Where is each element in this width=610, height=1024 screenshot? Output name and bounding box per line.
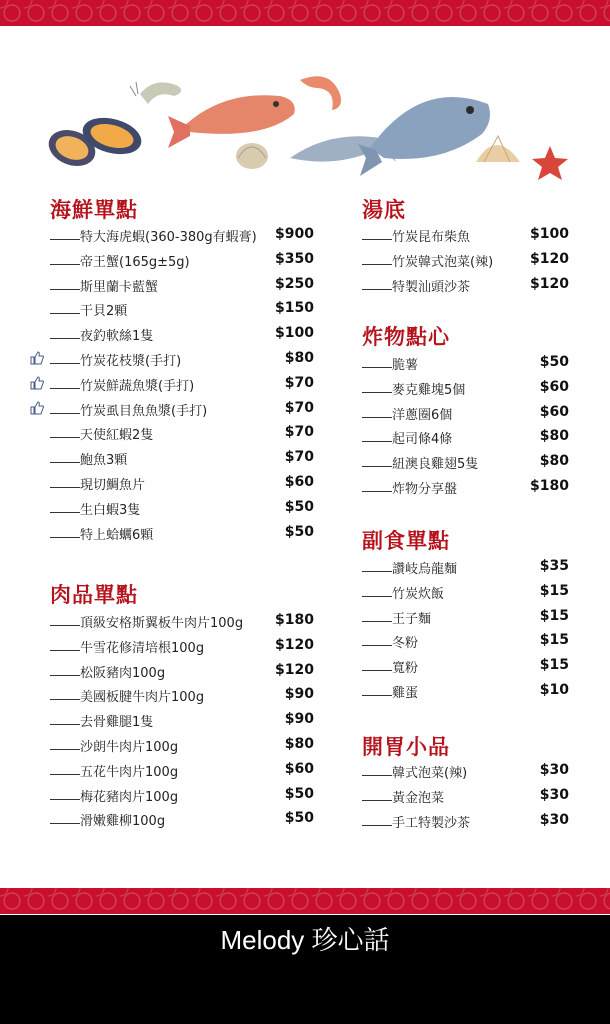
menu-item: 生白蝦3隻 $50 bbox=[50, 497, 314, 522]
sides-list bbox=[362, 556, 569, 705]
menu-item: 干貝2顆 $150 bbox=[50, 298, 314, 323]
menu-item: 王子麵 $15 bbox=[362, 606, 569, 631]
menu-item: 五花牛肉片100g $60 bbox=[50, 759, 314, 784]
prawn-icon bbox=[300, 76, 341, 110]
menu-item: 竹炭花枝漿(手打) $80 bbox=[50, 348, 314, 373]
menu-item: 天使紅蝦2隻 $70 bbox=[50, 422, 314, 447]
menu-item: 竹炭昆布柴魚 $100 bbox=[362, 224, 569, 249]
soup-list bbox=[362, 224, 569, 298]
menu-item: 竹炭鮮蔬魚漿(手打) $70 bbox=[50, 373, 314, 398]
menu-item: 牛雪花修清培根100g $120 bbox=[50, 635, 314, 660]
menu-item: 現切鯛魚片 $60 bbox=[50, 472, 314, 497]
appetizers-list bbox=[362, 760, 569, 834]
section-title-appetizers: 開胃小品 bbox=[362, 734, 450, 759]
section-title-sides: 副食單點 bbox=[362, 528, 450, 553]
thumbs-up-icon bbox=[30, 376, 44, 390]
menu-item: 竹炭炊飯 $15 bbox=[362, 581, 569, 606]
menu-item: 梅花豬肉片100g $50 bbox=[50, 784, 314, 809]
menu-item: 松阪豬肉100g $120 bbox=[50, 660, 314, 685]
top-pattern-band bbox=[0, 0, 610, 26]
watermark-caption: Melody 珍心話 bbox=[220, 925, 390, 955]
menu-item: 寬粉 $15 bbox=[362, 655, 569, 680]
menu-item: 黃金泡菜 $30 bbox=[362, 785, 569, 810]
menu-item: 滑嫩雞柳100g $50 bbox=[50, 808, 314, 833]
menu-item: 洋蔥圈6個 $60 bbox=[362, 402, 569, 427]
section-title-seafood: 海鮮單點 bbox=[50, 197, 138, 222]
clam-icon bbox=[476, 136, 520, 162]
menu-item: 雞蛋 $10 bbox=[362, 680, 569, 705]
menu-item: 特大海虎蝦(360-380g有蝦膏) $900 bbox=[50, 224, 314, 249]
meat-list bbox=[50, 610, 314, 833]
starfish-icon bbox=[532, 146, 568, 180]
menu-item: 竹炭虱目魚魚漿(手打) $70 bbox=[50, 398, 314, 423]
menu-item: 斯里蘭卡藍蟹 $250 bbox=[50, 274, 314, 299]
menu-item: 冬粉 $15 bbox=[362, 630, 569, 655]
mussel-icon bbox=[44, 112, 146, 172]
menu-item: 韓式泡菜(辣) $30 bbox=[362, 760, 569, 785]
menu-item: 頂級安格斯翼板牛肉片100g $180 bbox=[50, 610, 314, 635]
red-fish-icon bbox=[168, 95, 295, 148]
menu-item: 特上蛤蠣6顆 $50 bbox=[50, 522, 314, 547]
bottom-pattern-band bbox=[0, 888, 610, 914]
menu-item: 脆薯 $50 bbox=[362, 352, 569, 377]
menu-item: 鮑魚3顆 $70 bbox=[50, 447, 314, 472]
section-title-fried: 炸物點心 bbox=[362, 324, 450, 349]
menu-item: 竹炭韓式泡菜(辣) $120 bbox=[362, 249, 569, 274]
menu-item: 沙朗牛肉片100g $80 bbox=[50, 734, 314, 759]
shrimp-icon bbox=[130, 82, 181, 104]
menu-item: 麥克雞塊5個 $60 bbox=[362, 377, 569, 402]
menu-item: 讚岐烏龍麵 $35 bbox=[362, 556, 569, 581]
menu-item: 夜釣軟絲1隻 $100 bbox=[50, 323, 314, 348]
menu-item: 手工特製沙茶 $30 bbox=[362, 810, 569, 835]
menu-item: 帝王蟹(165g±5g) $350 bbox=[50, 249, 314, 274]
menu-item: 美國板腱牛肉片100g $90 bbox=[50, 684, 314, 709]
blue-fish-large-icon bbox=[358, 97, 490, 176]
fried-list bbox=[362, 352, 569, 501]
thumbs-up-icon bbox=[30, 401, 44, 415]
scallop-icon bbox=[236, 143, 268, 169]
menu-item: 特製汕頭沙茶 $120 bbox=[362, 274, 569, 299]
section-title-meat: 肉品單點 bbox=[50, 582, 138, 607]
menu-item: 去骨雞腿1隻 $90 bbox=[50, 709, 314, 734]
section-title-soup: 湯底 bbox=[362, 197, 406, 222]
thumbs-up-icon bbox=[30, 351, 44, 365]
seafood-list bbox=[50, 224, 314, 546]
seafood-illustration bbox=[40, 66, 580, 186]
menu-item: 紐澳良雞翅5隻 $80 bbox=[362, 451, 569, 476]
menu-item: 起司條4條 $80 bbox=[362, 426, 569, 451]
menu-item: 炸物分享盤 $180 bbox=[362, 476, 569, 501]
